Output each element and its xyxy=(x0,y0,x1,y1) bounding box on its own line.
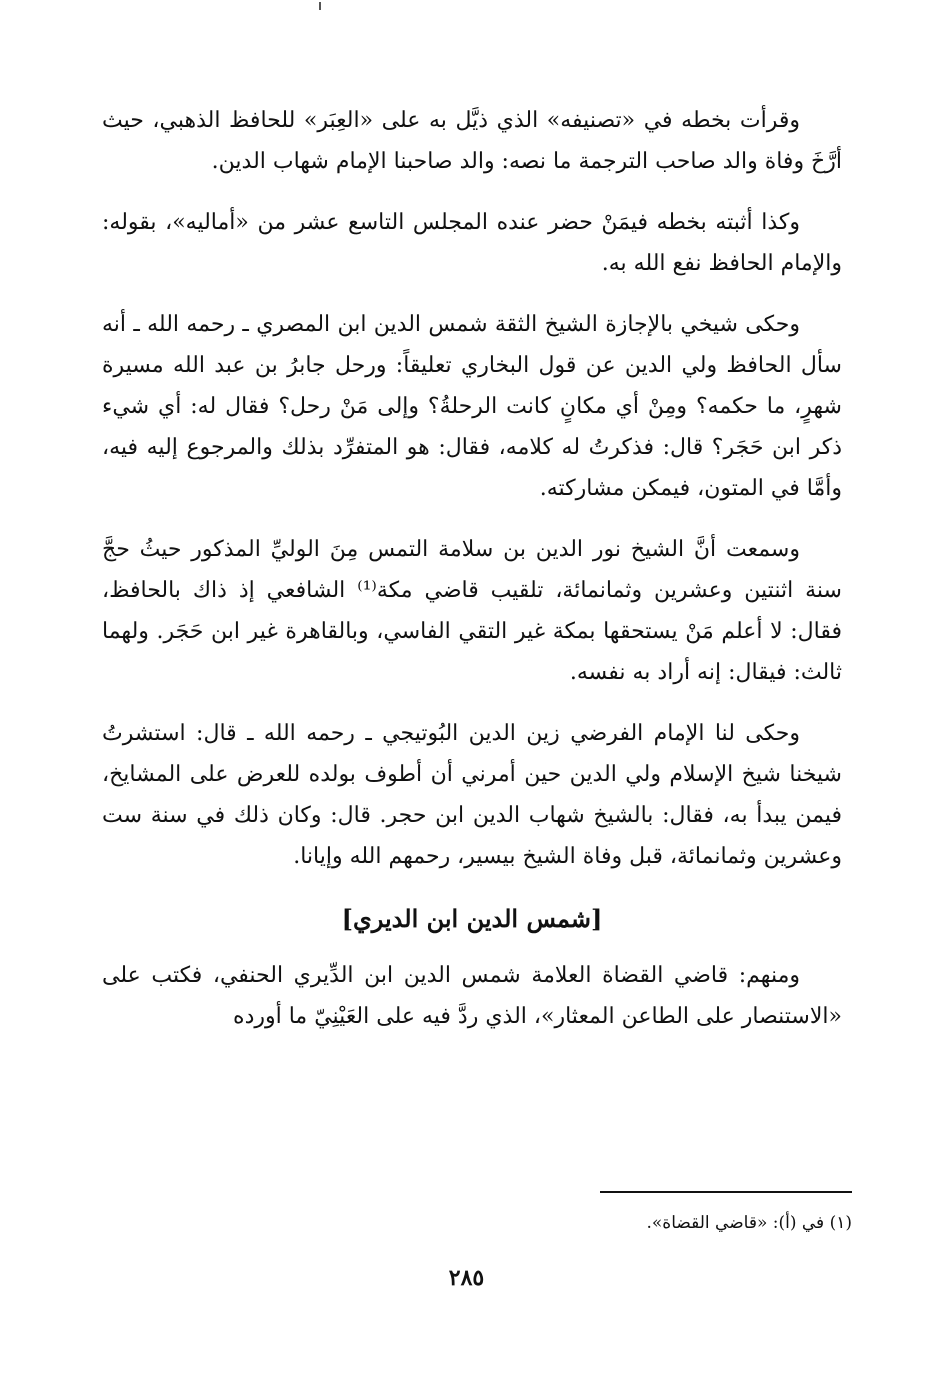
section-heading: [شمس الدين ابن الديري] xyxy=(341,904,603,933)
page-number: ٢٨٥ xyxy=(448,1265,485,1291)
paragraph-3: وحكى شيخي بالإجازة الشيخ الثقة شمس الدين ابن المصري ـ رحمه الله ـ أنه سأل الحافظ ولي الدين عن قول البخاري تعليقاً: ورحل جابرُ بن عبد الله مسيرة شهرٍ، ما حكمه؟ ومِنْ أي مكانٍ كانت الرحلةُ؟ وإلى مَنْ رحل؟ فقال له: أي شيء ذكر ابن حَجَر؟ قال: فذكرتُ له كلامه، فقال: هو المتفرِّد بذلك والمرجوع إليه فيه، وأمَّا في المتون، فيمكن مشاركته. xyxy=(102,312,842,501)
paragraph-1: وقرأت بخطه في «تصنيفه» الذي ذيَّل به على «العِبَر» للحافظ الذهبي، حيث أرَّخَ وفاة والد صاحب الترجمة ما نصه: والد صاحبنا الإمام شهاب الدين. xyxy=(102,108,842,174)
paragraph-4: وسمعت أنَّ الشيخ نور الدين بن سلامة التمس مِنَ الوليِّ المذكور حيثُ حجَّ سنة اثنتين وعشرين وثمانمائة، تلقيب قاضي مكة⁽¹⁾ الشافعي إذ ذاك بالحافظ، فقال: لا أعلم مَنْ يستحقها بمكة غير التقي الفاسي، وبالقاهرة غير ابن حَجَر. ولهما ثالث: فيقال: إنه أراد به نفسه. xyxy=(102,537,842,685)
section-paragraph: ومنهم: قاضي القضاة العلامة شمس الدين ابن الدِّيري الحنفي، فكتب على «الاستنصار على الطاعن المعثار»، الذي ردَّ فيه على العَيْنِيّ ما أورده xyxy=(102,963,842,1029)
footnote-divider xyxy=(600,1191,852,1193)
paragraph-2: وكذا أثبته بخطه فيمَنْ حضر عنده المجلس التاسع عشر من «أماليه»، بقوله: والإمام الحافظ نفع الله به. xyxy=(102,210,842,276)
page-body xyxy=(102,100,842,1057)
footnote: (١) في (أ): «قاضي القضاة». xyxy=(646,1213,852,1233)
scan-mark xyxy=(319,2,321,10)
paragraph-5: وحكى لنا الإمام الفرضي زين الدين البُوتيجي ـ رحمه الله ـ قال: استشرتُ شيخنا شيخ الإسلام ولي الدين حين أمرني أن أطوف بولده للعرض على المشايخ، فيمن يبدأ به، فقال: بالشيخ شهاب الدين ابن حجر. قال: وكان ذلك في سنة ست وعشرين وثمانمائة، قبل وفاة الشيخ بيسير، رحمهم الله وإيانا. xyxy=(102,721,842,869)
